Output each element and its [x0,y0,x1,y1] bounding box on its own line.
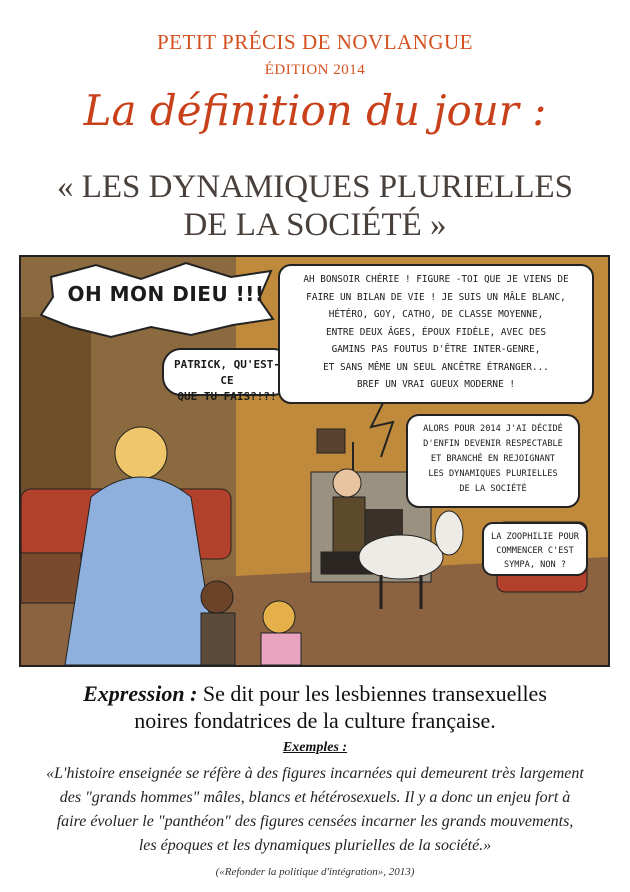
patrick-text [171,357,283,405]
exclaim-text: OH MON DIEU !!! [67,282,265,306]
quote-source: («Refonder la politique d'intégration», 2013) [215,866,415,878]
header-line1: PETIT PRÉCIS DE NOVLANGUE [156,30,474,54]
goat-body [359,535,443,579]
main-title-line2: DE LA SOCIÉTÉ » [183,207,447,243]
man-head [333,469,361,497]
man-speech-2 [413,422,573,497]
quote-line: faire évoluer le "panthéon" des figures censées incarner les grands mouvements, [56,813,574,830]
goat-head [435,511,463,555]
comic-panel [19,255,610,667]
small-table [21,553,81,603]
speech-line: LES DYNAMIQUES PLURIELLES [428,469,558,479]
speech-line: FAIRE UN BILAN DE VIE ! JE SUIS UN MÂLE BLANC, [306,291,566,303]
speech-line: GAMINS PAS FOUTUS D'ÊTRE INTER-GENRE, [331,344,541,355]
girl-head [263,601,295,633]
patrick-line: QUE TU FAIS?!?! [177,390,277,403]
doorway [21,317,91,517]
header-edition: ÉDITION 2014 [264,62,366,78]
speech-line: BREF UN VRAI GUEUX MODERNE ! [356,379,516,390]
quote-line: des "grands hommes" mâles, blancs et hétérosexuels. Il y a donc un enjeu fort à [59,789,571,806]
speech-line: ET BRANCHÉ EN REJOIGNANT [430,454,556,464]
man-body [333,497,365,552]
definition [0,680,630,734]
picture-frame [317,429,345,453]
speech-line: HÉTÉRO, GOY, CATHO, DE CLASSE MOYENNE, [328,309,544,320]
speech-line: LA ZOOPHILIE POUR [491,532,579,542]
examples-label: Exemples : [282,740,348,755]
speech-line: SYMPA, NON ? [503,560,567,570]
definition-line1 [0,680,630,707]
patrick-line: PATRICK, QU'EST-CE [174,358,280,387]
example-quote [40,762,590,858]
definition-text2: noires fondatrices de la culture française. [134,708,496,733]
quote-line: les époques et les dynamiques plurielles de la société.» [138,837,492,854]
speech-line: DE LA SOCIÉTÉ [459,484,527,494]
speech-line: ENTRE DEUX ÂGES, ÉPOUX FIDÈLE, AVEC DES [325,326,547,338]
boy-head [201,581,233,613]
speech-line: D'ENFIN DEVENIR RESPECTABLE [423,439,563,449]
definition-text1: Se dit pour les lesbiennes transexuelles [202,681,547,706]
expression-label: Expression : [83,681,198,706]
boy-body [201,613,235,665]
man-speech-1 [286,271,586,394]
quote-line: «L'histoire enseignée se réfère à des figures incarnées qui demeurent très largement [46,765,584,782]
speech-line: ET SANS MÊME UN SEUL ANCÊTRE ÉTRANGER... [323,361,549,373]
main-title [0,168,630,244]
speech-line: ALORS POUR 2014 J'AI DÉCIDÉ [423,424,563,434]
main-title-line1: « LES DYNAMIQUES PLURIELLES [56,169,574,205]
girl-dress [261,633,301,665]
man-speech-3 [489,530,581,572]
speech-line: COMMENCER C'EST [496,546,574,556]
script-title: La définition du jour : [83,86,547,135]
woman-hair [115,427,167,479]
speech-line: AH BONSOIR CHÉRIE ! FIGURE -TOI QUE JE VIENS DE [303,274,569,285]
